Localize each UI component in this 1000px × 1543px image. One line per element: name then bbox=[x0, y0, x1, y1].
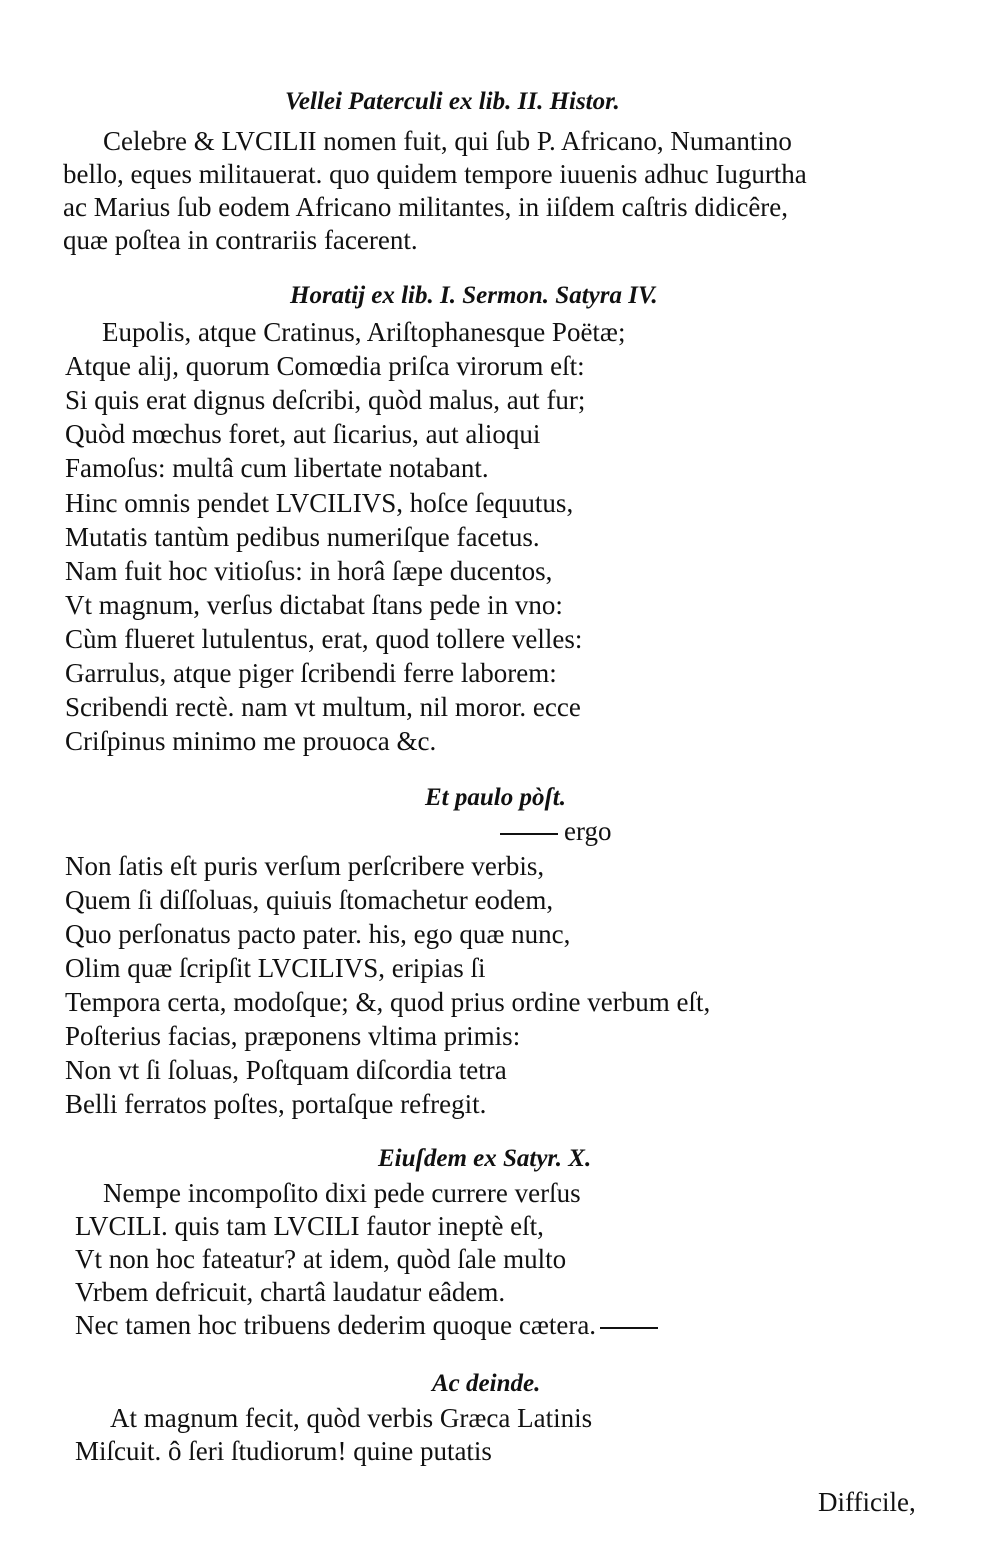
prose-line: quæ poſtea in contrariis facerent. bbox=[63, 225, 418, 255]
verse-line: Non vt ſi ſoluas, Poſtquam diſcordia tetra bbox=[65, 1055, 507, 1085]
ergo-fragment bbox=[500, 815, 612, 848]
catchword: Difficile, bbox=[818, 1487, 916, 1517]
prose-line: ac Marius ſub eodem Africano militantes, in iiſdem caſtris didicêre, bbox=[63, 192, 789, 222]
verse-line: Si quis erat dignus deſcribi, quòd malus, aut fur; bbox=[65, 385, 586, 415]
verse-line: Vrbem defricuit, chartâ laudatur eâdem. bbox=[75, 1277, 506, 1307]
verse-line: Vt non hoc fateatur? at idem, quòd ſale multo bbox=[75, 1244, 567, 1274]
verse-line: Belli ferratos poſtes, portaſque refregit. bbox=[65, 1089, 487, 1119]
heading-et-paulo-post: Et paulo pòſt. bbox=[425, 784, 566, 811]
verse-line: Poſterius facias, præponens vltima primis: bbox=[65, 1021, 521, 1051]
heading-velleius: Vellei Paterculi ex lib. II. Histor. bbox=[285, 88, 620, 115]
prose-line: bello, eques militauerat. quo quidem tempore iuuenis adhuc Iugurtha bbox=[63, 159, 807, 189]
verse-line: Nam fuit hoc vitioſus: in horâ ſæpe ducentos, bbox=[65, 556, 553, 586]
verse-line: Quòd mœchus foret, aut ſicarius, aut alioqui bbox=[65, 419, 541, 449]
verse-line: Tempora certa, modoſque; &, quod prius ordine verbum eſt, bbox=[65, 987, 711, 1017]
verse-line: Nempe incompoſito dixi pede currere verſus bbox=[103, 1178, 581, 1208]
verse-line: Scribendi rectè. nam vt multum, nil moror. ecce bbox=[65, 692, 581, 722]
verse-line: LVCILI. quis tam LVCILI fautor ineptè eſt, bbox=[75, 1211, 544, 1241]
heading-eiusdem-satyr-x: Eiuſdem ex Satyr. X. bbox=[378, 1145, 592, 1172]
verse-line: Famoſus: multâ cum libertate notabant. bbox=[65, 453, 489, 483]
verse-line bbox=[75, 1309, 658, 1342]
verse-line: Olim quæ ſcripſit LVCILIVS, eripias ſi bbox=[65, 953, 486, 983]
verse-line: Quo perſonatus pacto pater. his, ego quæ nunc, bbox=[65, 919, 571, 949]
verse-line: At magnum fecit, quòd verbis Græca Latinis bbox=[110, 1403, 593, 1433]
verse-line: Garrulus, atque piger ſcribendi ferre laborem: bbox=[65, 658, 557, 688]
verse-line: Atque alij, quorum Comœdia priſca virorum eſt: bbox=[65, 351, 585, 381]
heading-ac-deinde: Ac deinde. bbox=[432, 1370, 541, 1397]
dash-rule bbox=[500, 833, 558, 835]
verse-line: Eupolis, atque Cratinus, Ariſtophanesque Poëtæ; bbox=[102, 317, 626, 347]
verse-line: Miſcuit. ô ſeri ſtudiorum! quine putatis bbox=[75, 1436, 492, 1466]
prose-line: Celebre & LVCILII nomen fuit, qui ſub P. Africano, Numantino bbox=[103, 126, 792, 156]
verse-line: Criſpinus minimo me prouoca &c. bbox=[65, 726, 437, 756]
verse-line: Vt magnum, verſus dictabat ſtans pede in vno: bbox=[65, 590, 563, 620]
verse-line: Hinc omnis pendet LVCILIVS, hoſce ſequutus, bbox=[65, 488, 574, 518]
verse-line: Cùm flueret lutulentus, erat, quod tollere velles: bbox=[65, 624, 583, 654]
dash-rule bbox=[600, 1327, 658, 1329]
verse-line: Quem ſi diſſoluas, quiuis ſtomachetur eodem, bbox=[65, 885, 554, 915]
verse-line: Non ſatis eſt puris verſum perſcribere verbis, bbox=[65, 851, 545, 881]
verse-line: Mutatis tantùm pedibus numeriſque facetus. bbox=[65, 522, 540, 552]
verse-text: Nec tamen hoc tribuens dederim quoque cætera. bbox=[75, 1310, 597, 1340]
ergo-word: ergo bbox=[564, 816, 612, 846]
heading-horace-satyra-iv: Horatij ex lib. I. Sermon. Satyra IV. bbox=[290, 282, 658, 309]
